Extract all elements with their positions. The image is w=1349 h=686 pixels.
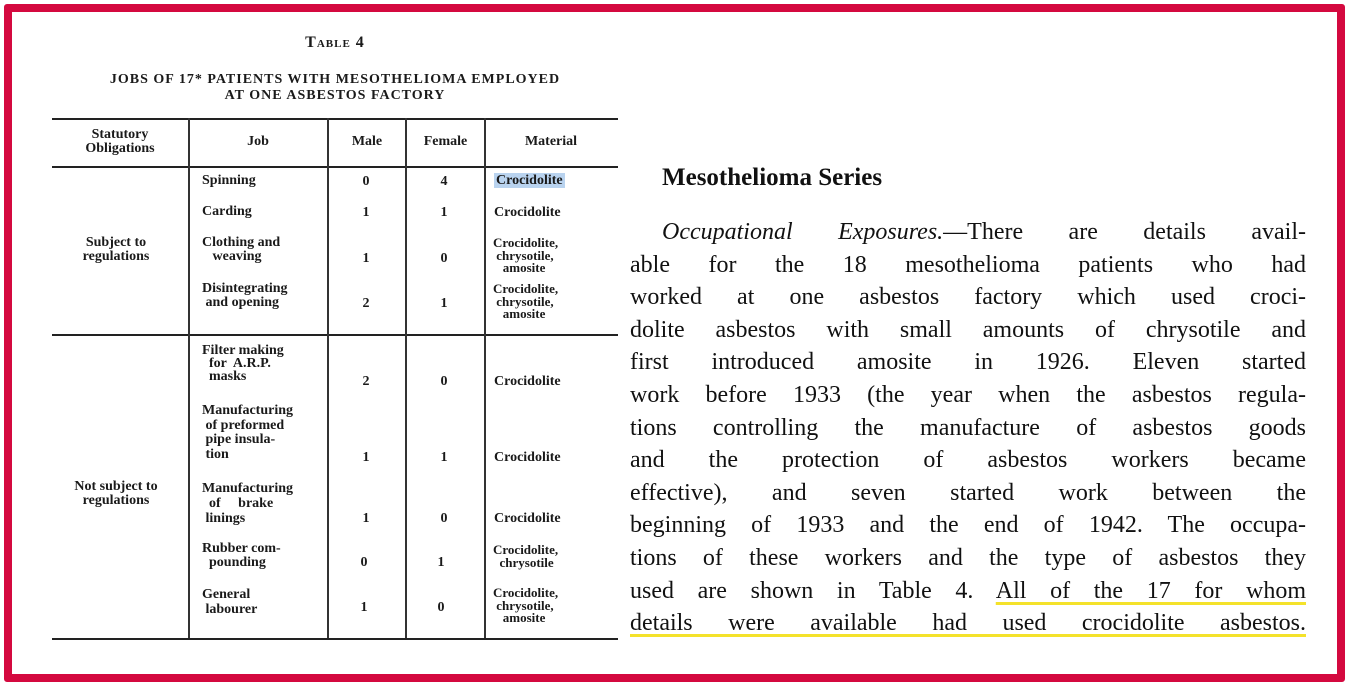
table-row-material: Crocidolite, chrysotile, amosite (493, 235, 559, 275)
table-row-material-highlighted (494, 174, 565, 188)
table-row-job: Clothing and weaving (202, 235, 281, 264)
table-row-material: Crocidolite, chrysotile (493, 542, 559, 570)
table-row-male: 1 (362, 450, 370, 465)
lead-italic: Occupational Exposures. (662, 219, 944, 245)
table-header-rule (52, 166, 618, 168)
table-row-female: 1 (440, 205, 448, 220)
line-text: —There are details avail- (943, 219, 1306, 245)
table-group-rule (52, 334, 618, 336)
table-col-rule (405, 118, 407, 638)
table-row-male: 1 (362, 251, 370, 266)
paragraph-line (630, 216, 1306, 249)
table-row-job: Filter making for A.R.P. masks (202, 343, 284, 384)
underlined-text: All of the 17 for whom (995, 577, 1307, 604)
table-row-female: 1 (440, 450, 448, 465)
article-paragraph (630, 216, 1306, 640)
table-row-job: Disintegrating and opening (202, 281, 288, 310)
table-row-job: Rubber com- pounding (202, 541, 281, 570)
table-title (52, 72, 618, 104)
table-row-material: Crocidolite (494, 511, 561, 526)
table-row-job: Manufacturing of preformed pipe insula- tion (202, 403, 293, 462)
table-row-male: 0 (360, 555, 368, 570)
header-job: Job (247, 134, 269, 149)
table-row-job: General labourer (202, 587, 258, 617)
table-row-female: 4 (440, 174, 448, 189)
table-row-male: 2 (362, 296, 370, 311)
paragraph-line (630, 607, 1306, 640)
table-row-material: Crocidolite (494, 205, 561, 220)
table-col-rule (484, 118, 486, 638)
table-caption: Table 4 (305, 34, 365, 51)
table-row-male: 2 (362, 374, 370, 389)
table-title-line2: AT ONE ASBESTOS FACTORY (224, 88, 446, 103)
table-row-female: 0 (437, 600, 445, 615)
table-row-material: Crocidolite (494, 450, 561, 465)
paragraph-line: tions controlling the manufacture of asbestos goods (630, 414, 1306, 441)
table-row-female: 0 (440, 374, 448, 389)
table-row-female: 1 (437, 555, 445, 570)
header-female: Female (423, 134, 468, 149)
table-row-male: 1 (362, 511, 370, 526)
table-row-job: Carding (202, 204, 252, 219)
table-top-rule (52, 118, 618, 120)
group-label-subject: Subject to regulations (82, 235, 150, 264)
header-material: Material (524, 134, 578, 149)
table-row-job: Manufacturing of brake linings (202, 481, 293, 526)
header-male: Male (351, 134, 383, 149)
table-row-job: Spinning (202, 173, 256, 188)
table-row-male: 1 (362, 205, 370, 220)
table-row-female: 0 (440, 251, 448, 266)
table-bottom-rule (52, 638, 618, 640)
paragraph-line: effective), and seven started work between the (630, 479, 1306, 506)
table-row-female: 0 (440, 511, 448, 526)
paragraph-line: and the protection of asbestos workers became (630, 447, 1306, 474)
material-highlight: Crocidolite (496, 173, 563, 188)
paragraph-line: worked at one asbestos factory which used croci- (630, 284, 1306, 311)
table-col-rule (188, 118, 190, 638)
table-row-material: Crocidolite, chrysotile, amosite (493, 585, 559, 625)
paragraph-line: beginning of 1933 and the end of 1942. The occupa- (630, 512, 1306, 539)
table-row-male: 1 (360, 600, 368, 615)
paragraph-line (630, 575, 1306, 608)
section-heading: Mesothelioma Series (662, 164, 883, 191)
paragraph-line: tions of these workers and the type of asbestos they (630, 544, 1306, 571)
table-col-rule (327, 118, 329, 638)
underlined-text: details were available had used crocidolite asbestos. (630, 610, 1306, 637)
table-row-material: Crocidolite (494, 374, 561, 389)
table-row-material: Crocidolite, chrysotile, amosite (493, 281, 559, 321)
table-title-line1: JOBS OF 17* PATIENTS WITH MESOTHELIOMA EMPLOYED (109, 72, 561, 87)
line-text: used are shown in Table 4. (630, 577, 996, 604)
paragraph-line: work before 1933 (the year when the asbestos regula- (630, 381, 1306, 408)
paragraph-line: first introduced amosite in 1926. Eleven started (630, 349, 1306, 376)
group-label-not-subject: Not subject to regulations (74, 479, 158, 508)
table-row-male: 0 (362, 174, 370, 189)
paragraph-line: able for the 18 mesothelioma patients who had (630, 251, 1306, 278)
table-row-female: 1 (440, 296, 448, 311)
header-obligations: Statutory Obligations (85, 127, 155, 156)
paragraph-line: dolite asbestos with small amounts of chrysotile and (630, 316, 1306, 343)
